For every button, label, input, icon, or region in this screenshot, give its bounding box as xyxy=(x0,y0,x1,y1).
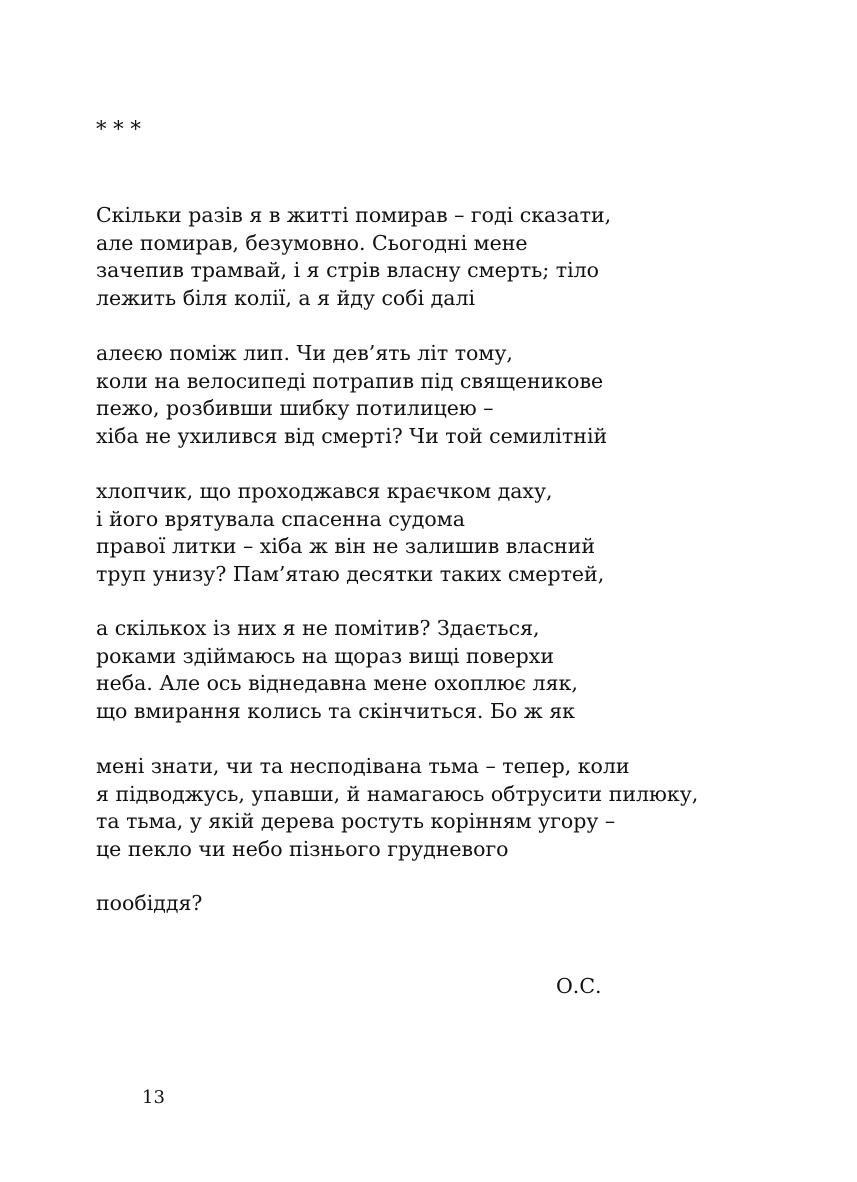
stanza-6 xyxy=(96,890,202,918)
verse-line: труп унизу? Пам’ятаю десятки таких смертей, xyxy=(96,561,605,586)
verse-line: Скільки разів я в житті помирав – годі сказати, xyxy=(96,203,612,227)
verse-line: що вмирання колись та скінчиться. Бо ж як xyxy=(96,698,575,723)
stanza-4 xyxy=(96,615,578,725)
page-number: 13 xyxy=(142,1087,165,1108)
verse-line: хіба не ухилився від смерті? Чи той семилітній xyxy=(96,423,608,448)
stanza-3 xyxy=(96,478,604,588)
verse-line: правої литки – хіба ж він не залишив власний xyxy=(96,534,596,558)
section-separator: * * * xyxy=(96,117,141,141)
verse-line: хлопчик, що проходжався краєчком даху, xyxy=(96,479,553,503)
verse-line: коли на велосипеді потрапив під священикове xyxy=(96,368,604,393)
verse-line: але помирав, безумовно. Сьогодні мене xyxy=(96,230,528,255)
verse-line: а скількох із них я не помітив? Здається, xyxy=(96,616,540,640)
verse-line: мені знати, чи та несподівана тьма – тепер, коли xyxy=(96,754,630,778)
verse-line: роками здіймаюсь на щораз вищі поверхи xyxy=(96,643,555,668)
verse-line: лежить біля колії, а я йду собі далі xyxy=(96,285,476,310)
stanza-1 xyxy=(96,202,611,312)
verse-line: це пекло чи небо пізнього грудневого xyxy=(96,836,509,861)
verse-line: неба. Але ось віднедавна мене охоплює ляк, xyxy=(96,671,578,695)
verse-line: і його врятувала спасенна судома xyxy=(96,506,465,531)
verse-line: пежо, розбивши шибку потилицею – xyxy=(96,396,494,420)
verse-line: зачепив трамвай, і я стрів власну смерть; тіло xyxy=(96,258,600,282)
verse-line: я підводжусь, упавши, й намагаюсь обтрусити пилюку, xyxy=(96,781,699,806)
author-signature: О.С. xyxy=(556,974,602,998)
verse-line: пообіддя? xyxy=(96,891,203,915)
verse-line: алеєю поміж лип. Чи дев’ять літ тому, xyxy=(96,341,513,365)
stanza-2 xyxy=(96,340,607,450)
stanza-5 xyxy=(96,753,698,863)
verse-line: та тьма, у якій дерева ростуть корінням угору – xyxy=(96,809,616,833)
